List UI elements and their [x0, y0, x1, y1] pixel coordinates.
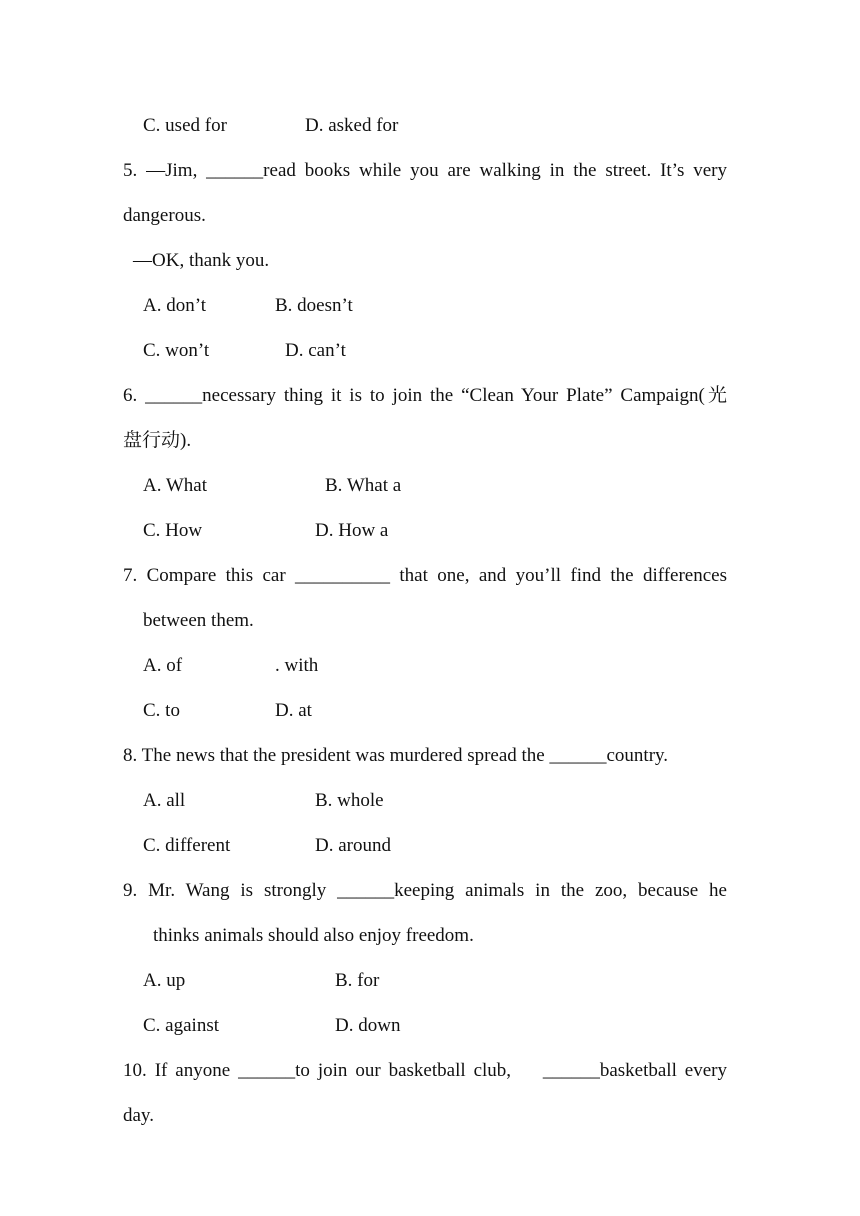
q7-stem-line1: 7. Compare this car __________ that one, and you’ll find the differences — [123, 565, 727, 586]
q10-stem-line2: day. — [123, 1105, 154, 1126]
q9-option-b: B. for — [335, 970, 380, 991]
q8-option-c: C. different — [143, 835, 231, 856]
q6-option-c: C. How — [143, 520, 203, 541]
q5-stem-line1: 5. —Jim, ______read books while you are walking in the street. It’s very — [123, 160, 727, 181]
q6-option-a: A. What — [143, 475, 208, 496]
q8-option-b: B. whole — [315, 790, 384, 811]
q5-reply: —OK, thank you. — [133, 250, 270, 271]
q7-option-a: A. of — [143, 655, 183, 676]
q7-option-b: . with — [275, 655, 319, 676]
q5-option-b: B. doesn’t — [275, 295, 353, 316]
q6-stem-line1: 6. ______necessary thing it is to join the “Clean Your Plate” Campaign(光 — [123, 385, 727, 406]
q7-stem-line2: between them. — [143, 610, 254, 631]
q6-option-b: B. What a — [325, 475, 402, 496]
q4-option-c: C. used for — [143, 115, 227, 136]
q7-option-c: C. to — [143, 700, 180, 721]
q8-option-d: D. around — [315, 835, 391, 856]
q5-option-c: C. won’t — [143, 340, 210, 361]
q7-option-d: D. at — [275, 700, 312, 721]
q9-option-a: A. up — [143, 970, 186, 991]
q6-option-d: D. How a — [315, 520, 389, 541]
q9-option-d: D. down — [335, 1015, 401, 1036]
q8-stem-line1: 8. The news that the president was murdered spread the ______country. — [123, 745, 669, 766]
q9-option-c: C. against — [143, 1015, 219, 1036]
q5-option-a: A. don’t — [143, 295, 206, 316]
q4-option-d: D. asked for — [305, 115, 399, 136]
q5-stem-line2: dangerous. — [123, 205, 206, 226]
q9-stem-line2: thinks animals should also enjoy freedom. — [153, 925, 474, 946]
q6-stem-line2: 盘行动). — [123, 430, 192, 451]
q10-stem-line1: 10. If anyone ______to join our basketball club, ______basketball every — [123, 1060, 727, 1081]
q5-option-d: D. can’t — [285, 340, 346, 361]
q8-option-a: A. all — [143, 790, 186, 811]
q9-stem-line1: 9. Mr. Wang is strongly ______keeping animals in the zoo, because he — [123, 880, 727, 901]
